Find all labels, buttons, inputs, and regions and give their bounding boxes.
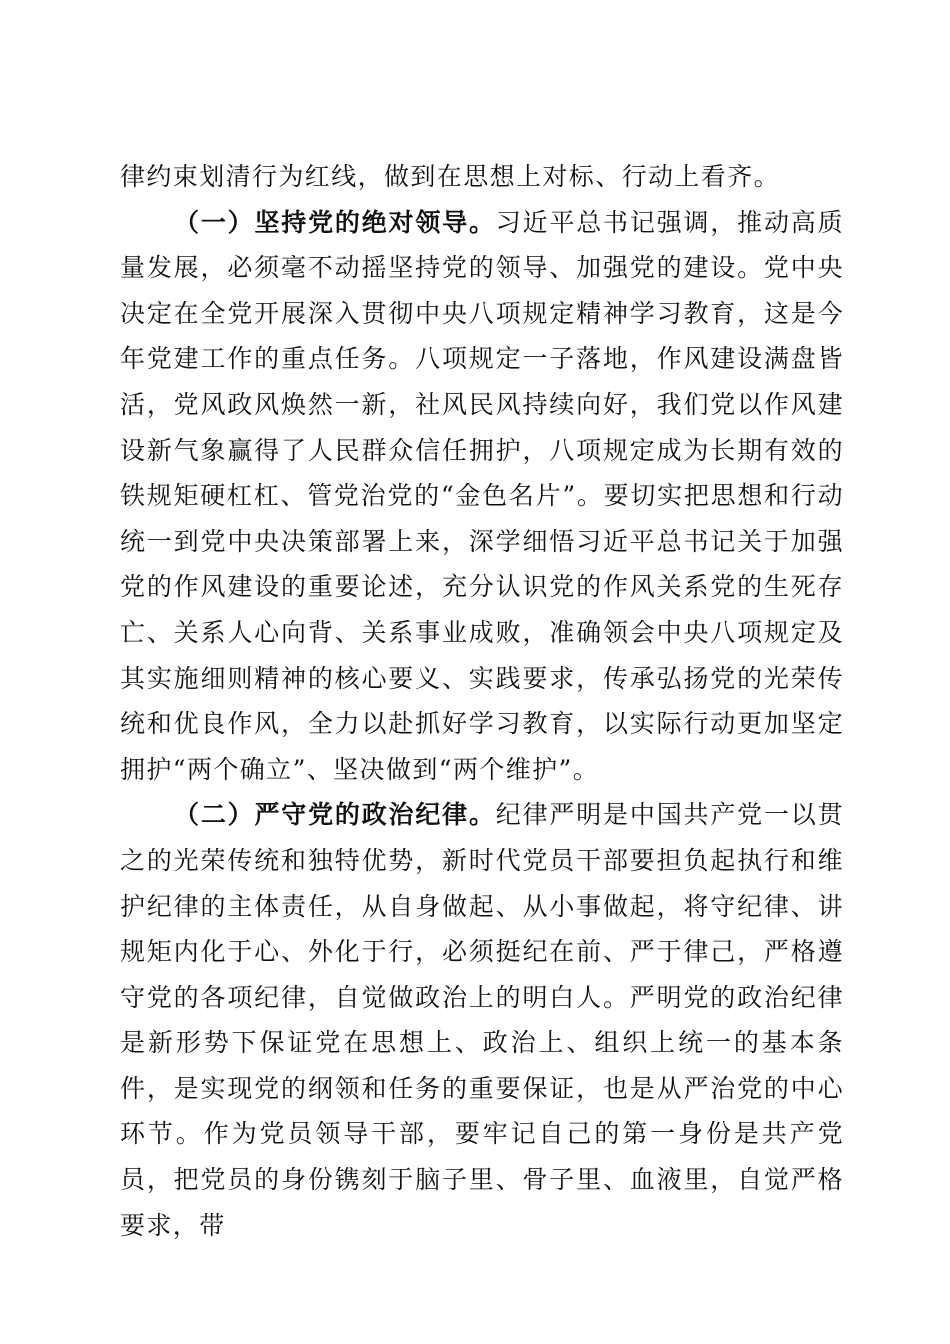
section-heading: （一）坚持党的绝对领导。 bbox=[174, 207, 496, 237]
paragraph-section-1 bbox=[120, 200, 844, 793]
paragraph-text: 律约束划清行为红线，做到在思想上对标、行动上看齐。 bbox=[120, 162, 781, 191]
section-heading: （二）严守党的政治纪律。 bbox=[174, 800, 496, 830]
paragraph-text: 习近平总书记强调，推动高质量发展，必须毫不动摇坚持党的领导、加强党的建设。党中央决定在全党开展深入贯彻中央八项规定精神学习教育，这是今年党建工作的重点任务。八项规定一子落地，作风建设满盘皆活，党风政风焕然一新，社风民风持续向好，我们党以作风建设新气象赢得了人民群众信任拥护，八项规定成为长期有效的铁规矩硬杠杠、管党治党的“金色名片”。要切实把思想和行动统一到党中央决策部署上来，深学细悟习近平总书记关于加强党的作风建设的重要论述，充分认识党的作风关系党的生死存亡、关系人心向背、关系事业成败，准确领会中央八项规定及其实施细则精神的核心要义、实践要求，传承弘扬党的光荣传统和优良作风，全力以赴抓好学习教育，以实际行动更加坚定拥护“两个确立”、坚决做到“两个维护”。 bbox=[120, 207, 844, 784]
paragraph-text: 纪律严明是中国共产党一以贯之的光荣传统和独特优势，新时代党员干部要担负起执行和维护纪律的主体责任，从自身做起、从小事做起，将守纪律、讲规矩内化于心、外化于行，必须挺纪在前、严于律己，严格遵守党的各项纪律，自觉做政治上的明白人。严明党的政治纪律是新形势下保证党在思想上、政治上、组织上统一的基本条件，是实现党的纲领和任务的重要保证，也是从严治党的中心环节。作为党员领导干部，要牢记自己的第一身份是共产党员，把党员的身份镌刻于脑子里、骨子里、血液里，自觉严格要求，带 bbox=[120, 800, 844, 1240]
paragraph-continuation bbox=[120, 154, 844, 200]
paragraph-section-2 bbox=[120, 792, 844, 1248]
document-body bbox=[120, 154, 844, 1248]
